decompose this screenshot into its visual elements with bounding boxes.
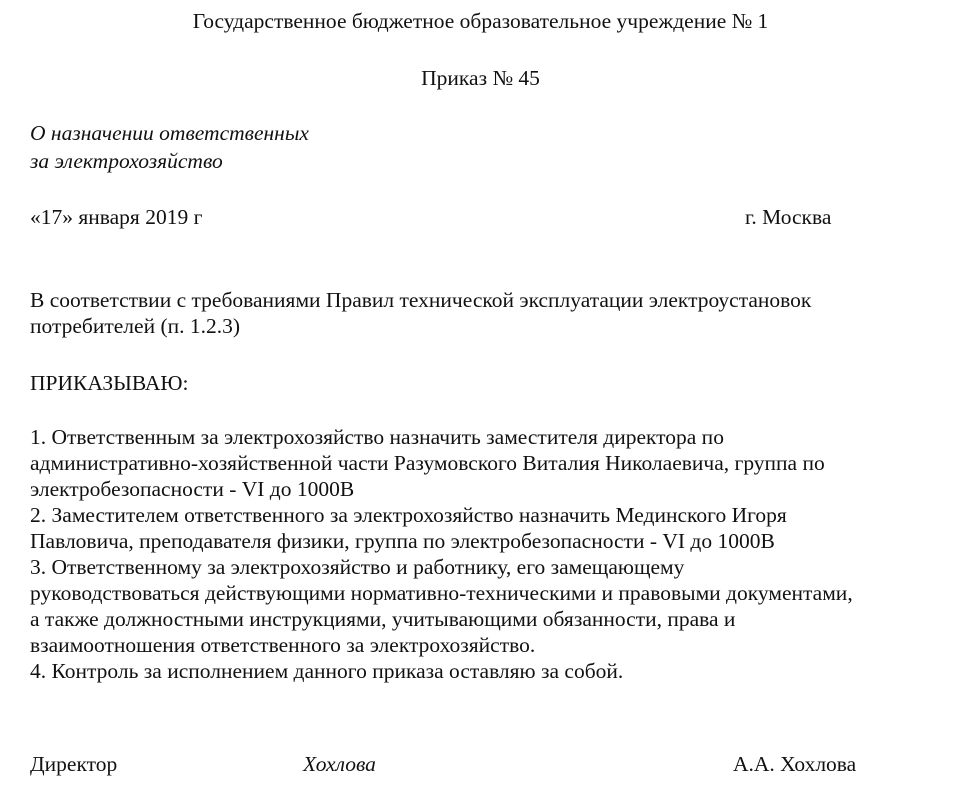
order-item-1 [30,424,955,502]
order-items [30,424,955,684]
signature-handwritten: Хохлова [303,752,376,776]
subject-line-2: за электрохозяйство [30,149,223,173]
item-line: руководствоваться действующими нормативно-техническими и правовыми документами, [30,581,853,605]
order-city: г. Москва [745,205,832,229]
signature-name: А.А. Хохлова [733,752,857,776]
item-line: административно-хозяйственной части Разумовского Виталия Николаевича, группа по [30,451,825,475]
preamble-line-1: В соответствии с требованиями Правил технической эксплуатации электроустановок [30,288,812,312]
item-line: 1. Ответственным за электрохозяйство назначить заместителя директора по [30,425,724,449]
preamble-line-2: потребителей (п. 1.2.3) [30,314,241,338]
preamble [30,287,955,339]
item-line: 4. Контроль за исполнением данного приказа оставляю за собой. [30,659,624,683]
order-date: «17» января 2019 г [30,205,203,229]
order-title: Приказ № 45 [421,66,540,90]
signature-position: Директор [30,752,118,776]
order-item-3 [30,554,955,658]
organization-name: Государственное бюджетное образовательное учреждение № 1 [192,9,769,33]
item-line: 3. Ответственному за электрохозяйство и работнику, его замещающему [30,555,685,579]
item-line: 2. Заместителем ответственного за электрохозяйство назначить Мединского Игоря [30,503,787,527]
order-word: ПРИКАЗЫВАЮ: [30,371,189,395]
order-item-2 [30,502,955,554]
subject-line-1: О назначении ответственных [30,121,309,145]
item-line: Павловича, преподавателя физики, группа по электробезопасности - VI до 1000В [30,529,775,553]
item-line: взаимоотношения ответственного за электрохозяйство. [30,633,536,657]
order-item-4 [30,658,955,684]
item-line: электробезопасности - VI до 1000В [30,477,355,501]
item-line: а также должностными инструкциями, учитывающими обязанности, права и [30,607,736,631]
